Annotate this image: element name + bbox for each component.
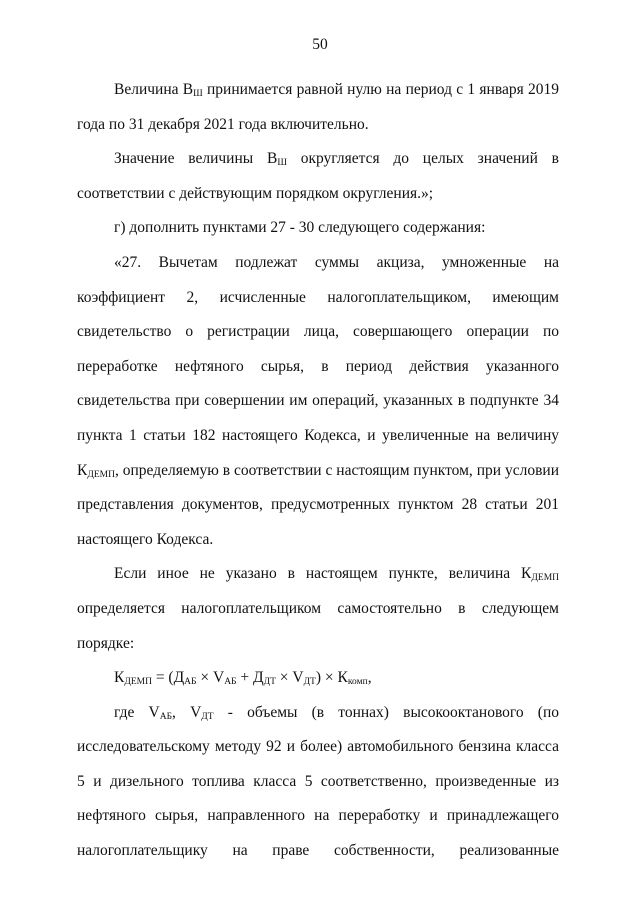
formula-kdemp: $К_{ДЕМП} = (Д_{АБ} \times V_{АБ} + Д_{ДТ} \times V_{ДТ}) \times К_{комп}$,: [114, 669, 372, 688]
paragraph-volumes-definition: где $V_{АБ}$, $V_{ДТ}$ - объемы (в тоннах) высокооктанового (по исследовательскому методу 92 и более) автомобильного бензина класса 5 и дизельного топлива класса 5 соответственно, произведенные из нефтяного сырья, направленного на переработку и принадлежащего налогоплательщику на праве собственности, реализованные: [77, 703, 560, 860]
document-body: [77, 73, 559, 869]
paragraph-item-27: «27. Вычетам подлежат суммы акциза, умноженные на коэффициент 2, исчисленные налогоплательщиком, имеющим свидетельство о регистрации лица, совершающего операции по переработке нефтяного сырья, в период действия указанного свидетельства при совершении им операций, указанных в подпункте 34 пункта 1 статьи 182 настоящего Кодекса, и увеличенные на величину $К_{ДЕМП}$, определяемую в соответствии с настоящим пунктом, при условии представления документов, предусмотренных пунктом 28 статьи 201 настоящего Кодекса.: [77, 253, 559, 548]
paragraph-vsh-zero: Величина $В_Ш$ принимается равной нулю на период с 1 января 2019 года по 31 декабря 2021 года включительно.: [77, 81, 559, 133]
page-number: 50: [312, 36, 328, 53]
paragraph-vsh-rounding: Значение величины $В_Ш$ округляется до целых значений в соответствии с действующим порядком округления.»;: [77, 150, 559, 202]
paragraph-kdemp-order: Если иное не указано в настоящем пункте, величина $К_{ДЕМП}$ определяется налогоплательщиком самостоятельно в следующем порядке:: [77, 565, 559, 652]
paragraph-amendment-intro: г) дополнить пунктами 27 - 30 следующего содержания:: [114, 219, 486, 237]
